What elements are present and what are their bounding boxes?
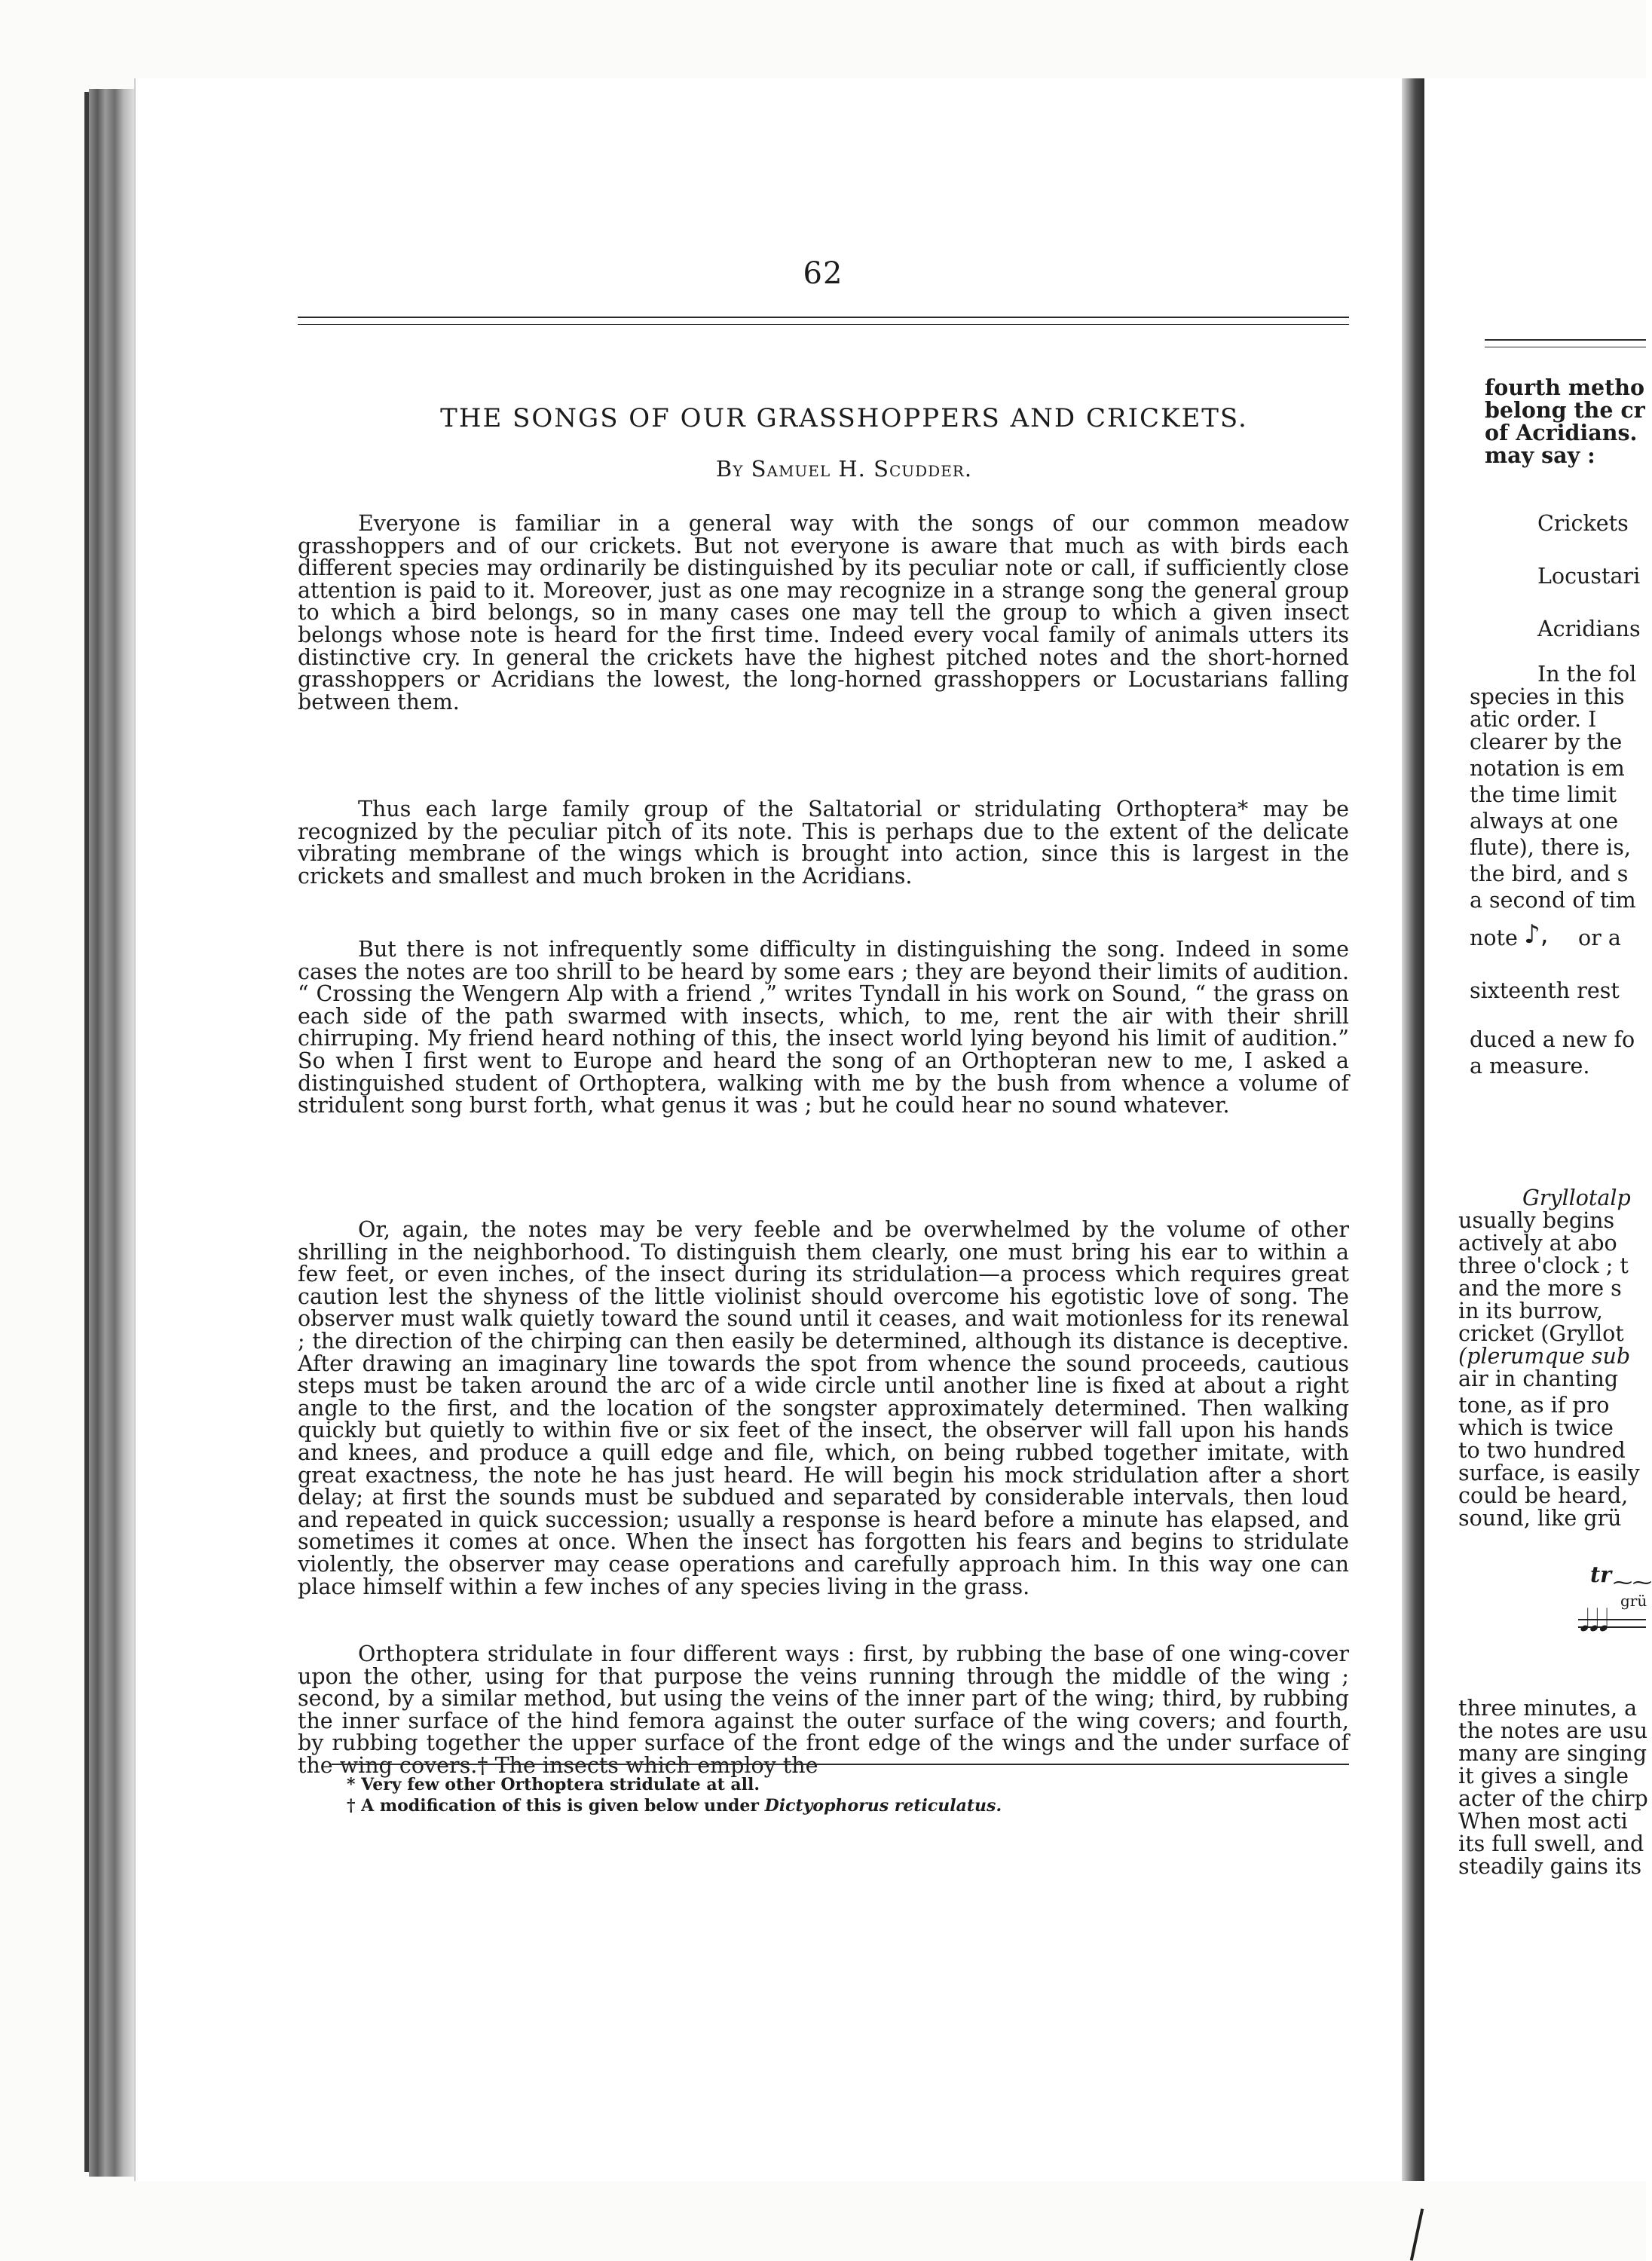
right-line-13: the time limit (1470, 782, 1617, 807)
header-rule-bottom (298, 324, 1349, 325)
right-line-16: the bird, and s (1470, 861, 1629, 886)
music-notes-icon: 𝅘𝅥𝅘𝅥𝅘𝅥 (1580, 1604, 1609, 1638)
right-line-1: fourth metho (1485, 375, 1644, 400)
right-line-23: Gryllotalp (1522, 1186, 1631, 1210)
right-header-rule-top (1485, 339, 1646, 341)
right-line-34: to two hundred (1458, 1438, 1626, 1463)
right-line-31: air in chanting (1458, 1366, 1619, 1391)
right-line-36: could be heard, (1458, 1483, 1629, 1508)
right-line-24: usually begins (1458, 1208, 1615, 1233)
right-line-44: acter of the chirp (1458, 1786, 1648, 1811)
footnote-2 (347, 1796, 1349, 1816)
right-line-20: sixteenth rest (1470, 978, 1620, 1003)
right-line-21: duced a new fo (1470, 1027, 1635, 1052)
left-page (134, 78, 1403, 2181)
footnote-rule (332, 1764, 1349, 1765)
right-line-43: it gives a single (1458, 1764, 1629, 1788)
right-line-42: many are singing (1458, 1741, 1647, 1766)
page-number: 62 (803, 256, 843, 291)
footnote-2-species: Dictyophorus reticulatus. (764, 1796, 1002, 1816)
right-line-45: When most acti (1458, 1809, 1628, 1834)
music-trill-wave: ⁓⁓ (1613, 1571, 1652, 1594)
right-line-5: Crickets (1537, 511, 1629, 536)
right-line-27: and the more s (1458, 1276, 1622, 1301)
right-line-25: actively at abo (1458, 1231, 1617, 1256)
right-line-15: flute), there is, (1470, 835, 1631, 860)
right-line-8: In the fol (1537, 662, 1637, 687)
music-note-icon: ♪, (1524, 919, 1549, 950)
right-line-29: cricket (Gryllot (1458, 1321, 1624, 1346)
paragraph-3: But there is not infrequently some difficulty in distinguishing the song. Indeed in some cases the notes are too shrill to be heard by some ears ; they are beyond their limits of audition. “ Crossing the Wengern Alp with a friend ,” writes Tyndall in his work on Sound, “ the grass on each side of the path swarmed with insects, which, to me, rent the air with their shrill chirruping. My friend heard nothing of this, the insect world lying beyond his limit of audition.” So when I first went to Europe and heard the song of an Orthopteran new to me, I asked a distinguished student of Orthoptera, walking with me by the bush from whence a volume of stridulent song burst forth, what genus it was ; but he could hear no sound whatever. (298, 937, 1349, 1118)
right-line-4: may say : (1485, 442, 1595, 468)
right-line-47: steadily gains its (1458, 1854, 1642, 1879)
music-trill-label: tr (1590, 1562, 1612, 1587)
right-line-2: belong the cr (1485, 397, 1645, 423)
right-line-11: clearer by the (1470, 730, 1623, 754)
right-line-41: the notes are usu (1458, 1718, 1648, 1743)
right-line-17: a second of tim (1470, 888, 1636, 913)
right-line-18: note (1470, 926, 1518, 950)
right-line-9: species in this (1470, 684, 1625, 709)
right-line-35: surface, is easily (1458, 1461, 1640, 1485)
right-line-14: always at one (1470, 809, 1619, 834)
right-line-37: sound, like grü (1458, 1506, 1622, 1531)
paragraph-1: Everyone is familiar in a general way with the songs of our common meadow grasshoppers and of our crickets. But not everyone is aware that much as with birds each different species may ordinarily be distinguished by its peculiar note or call, if sufficiently close attention is paid to it. Moreover, just as one may recognize in a strange song the general group to which a bird belongs, so in many cases one may tell the group to which a given insect belongs whose note is heard for the first time. Indeed every vocal family of animals utters its distinctive cry. In general the crickets have the highest pitched notes and the short-horned grasshoppers or Acridians the lowest, the long-horned grasshoppers or Locustarians falling between them. (298, 511, 1349, 714)
page-gutter (1402, 78, 1424, 2181)
paragraph-2: Thus each large family group of the Saltatorial or stridulating Orthoptera* may be recognized by the peculiar pitch of its note. This is perhaps due to the extent of the delicate vibrating membrane of the wings which is brought into action, since this is largest in the crickets and smallest and much broken in the Acridians. (298, 797, 1349, 889)
right-line-3: of Acridians. (1485, 420, 1638, 445)
right-line-7: Acridians (1537, 616, 1641, 641)
footnote-2-text: † A modification of this is given below under (347, 1796, 759, 1816)
article-title: THE SONGS OF OUR GRASSHOPPERS AND CRICKETS. (440, 403, 1248, 433)
right-line-19: or a (1578, 926, 1621, 950)
header-rule-top (298, 317, 1349, 318)
right-line-12: notation is em (1470, 756, 1625, 781)
right-line-46: its full swell, and (1458, 1831, 1644, 1856)
book-spine (89, 89, 136, 2177)
right-line-28: in its burrow, (1458, 1299, 1603, 1323)
paragraph-4: Or, again, the notes may be very feeble and be overwhelmed by the volume of other shrilling in the neighborhood. To distinguish them clearly, one must bring his ear to within a few feet, or even inches, of the insect during its stridulation—a process which requires great caution lest the shyness of the little violinist should overcome his egotistic love of song. The observer must walk quietly toward the sound until it ceases, and wait motionless for its renewal ; the direction of the chirping can then easily be determined, although its distance is deceptive. After drawing an imaginary line towards the spot from whence the sound proceeds, cautious steps must be taken around the arc of a wide circle until another line is fixed at about a right angle to the first, and the location of the songster approximately determined. Then walking quickly but quietly to within five or six feet of the insect, the observer will fall upon his hands and knees, and produce a quill edge and file, which, on being rubbed together imitate, with great exactness, the note he has just heard. He will begin his mock stridulation after a short delay; at first the sounds must be subdued and separated by considerable intervals, then loud and repeated in quick succession; usually a response is heard before a minute has elapsed, and sometimes it comes at once. When the insect has forgotten his fears and begins to stridulate violently, the observer may cease operations and carefully approach him. In this way one can place himself within a few inches of any species living in the grass. (298, 1217, 1349, 1599)
right-line-40: three minutes, a (1458, 1696, 1638, 1721)
article-byline: By Samuel H. Scudder. (715, 456, 973, 482)
right-line-33: which is twice (1458, 1415, 1614, 1440)
right-line-10: atic order. I (1470, 707, 1597, 732)
right-line-22: a measure. (1470, 1054, 1590, 1078)
footnote-1: * Very few other Orthoptera stridulate at all. (347, 1775, 760, 1794)
right-line-6: Locustari (1537, 564, 1641, 589)
right-line-32: tone, as if pro (1458, 1393, 1610, 1418)
music-lyric-label: grü (1620, 1592, 1647, 1610)
right-line-26: three o'clock ; t (1458, 1253, 1629, 1278)
paragraph-5: Orthoptera stridulate in four different ways : first, by rubbing the base of one wing-cover upon the other, using for that purpose the veins running through the middle of the wing ; second, by a similar method, but using the veins of the inner part of the wing; third, by rubbing the inner surface of the hind femora against the outer surface of the wing covers; and fourth, by rubbing together the upper surface of the front edge of the wings and the under surface of the wing covers.† The insects which employ the (298, 1641, 1349, 1778)
right-line-30: (plerumque sub (1458, 1344, 1631, 1369)
